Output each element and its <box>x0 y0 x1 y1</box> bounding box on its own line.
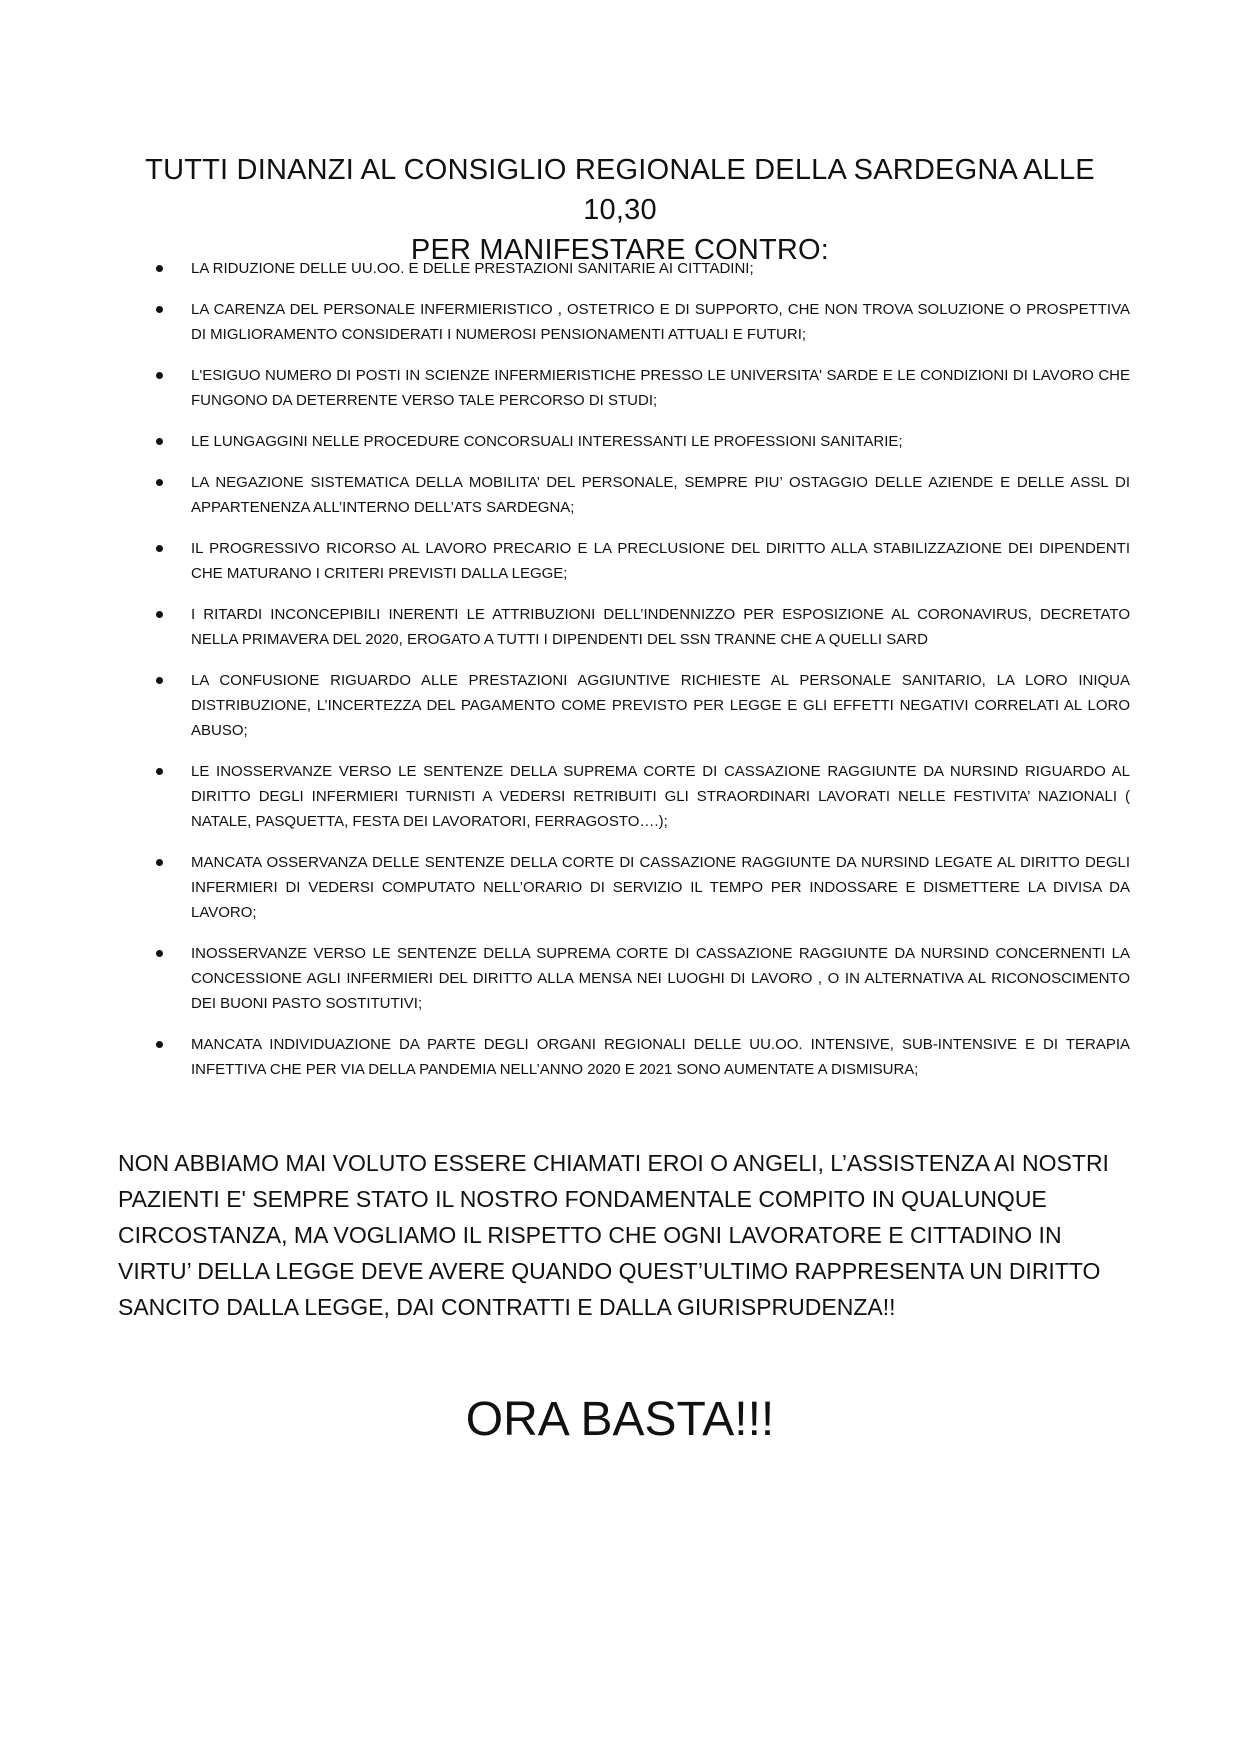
bullet-icon <box>156 1041 163 1048</box>
list-item-text: LA RIDUZIONE DELLE UU.OO. E DELLE PRESTAZIONI SANITARIE AI CITTADINI; <box>191 260 754 277</box>
bullet-icon <box>156 438 163 445</box>
list-item <box>150 941 1130 1016</box>
bullet-icon <box>156 859 163 866</box>
list-item-text: LA CONFUSIONE RIGUARDO ALLE PRESTAZIONI AGGIUNTIVE RICHIESTE AL PERSONALE SANITARIO, LA LORO INIQUA DISTRIBUZIONE, L’INCERTEZZA DEL PAGAMENTO COME PREVISTO PER LEGGE E GLI EFFETTI NEGATIVI CORRELATI AL LORO ABUSO; <box>191 672 1130 739</box>
closing-line: VIRTU’ DELLA LEGGE DEVE AVERE QUANDO QUEST’ULTIMO RAPPRESENTA UN DIRITTO <box>118 1258 1101 1284</box>
closing-line: NON ABBIAMO MAI VOLUTO ESSERE CHIAMATI EROI O ANGELI, L’ASSISTENZA AI NOSTRI <box>118 1150 1109 1176</box>
list-item-text: MANCATA INDIVIDUAZIONE DA PARTE DEGLI ORGANI REGIONALI DELLE UU.OO. INTENSIVE, SUB-INTENSIVE E DI TERAPIA INFETTIVA CHE PER VIA DELLA PANDEMIA NELL’ANNO 2020 E 2021 SONO AUMENTATE A DISMISURA; <box>191 1036 1130 1078</box>
list-item-text: I RITARDI INCONCEPIBILI INERENTI LE ATTRIBUZIONI DELL’INDENNIZZO PER ESPOSIZIONE AL CORONAVIRUS, DECRETATO NELLA PRIMAVERA DEL 2020, EROGATO A TUTTI I DIPENDENTI DEL SSN TRANNE CHE A QUELLI SARD <box>191 606 1130 648</box>
closing-line: SANCITO DALLA LEGGE, DAI CONTRATTI E DALLA GIURISPRUDENZA!! <box>118 1294 896 1320</box>
bullet-icon <box>156 372 163 379</box>
list-item-text: MANCATA OSSERVANZA DELLE SENTENZE DELLA CORTE DI CASSAZIONE RAGGIUNTE DA NURSIND LEGATE AL DIRITTO DEGLI INFERMIERI DI VEDERSI COMPUTATO NELL’ORARIO DI SERVIZIO IL TEMPO PER INDOSSARE E DISMETTERE LA DIVISA DA LAVORO; <box>191 854 1130 921</box>
list-item <box>150 668 1130 743</box>
title-line: PER MANIFESTARE CONTRO: <box>410 234 830 266</box>
slogan: ORA BASTA!!! <box>465 1393 775 1446</box>
list-item <box>150 536 1130 586</box>
bullet-icon <box>156 677 163 684</box>
bullet-icon <box>156 545 163 552</box>
list-item <box>150 256 1130 281</box>
list-item-text: LE LUNGAGGINI NELLE PROCEDURE CONCORSUALI INTERESSANTI LE PROFESSIONI SANITARIE; <box>191 433 903 450</box>
list-item <box>150 363 1130 413</box>
grievance-list <box>150 256 1130 1098</box>
title-line: TUTTI DINANZI AL CONSIGLIO REGIONALE DELLA SARDEGNA ALLE 10,30 <box>145 154 1095 226</box>
bullet-icon <box>156 265 163 272</box>
list-item <box>150 470 1130 520</box>
list-item <box>150 1032 1130 1082</box>
closing-line: CIRCOSTANZA, MA VOGLIAMO IL RISPETTO CHE OGNI LAVORATORE E CITTADINO IN <box>118 1222 1062 1248</box>
bullet-icon <box>156 611 163 618</box>
list-item <box>150 759 1130 834</box>
document-title <box>110 150 1130 270</box>
list-item-text: L'ESIGUO NUMERO DI POSTI IN SCIENZE INFERMIERISTICHE PRESSO LE UNIVERSITA' SARDE E LE CONDIZIONI DI LAVORO CHE FUNGONO DA DETERRENTE VERSO TALE PERCORSO DI STUDI; <box>191 367 1130 409</box>
closing-line: PAZIENTI E' SEMPRE STATO IL NOSTRO FONDAMENTALE COMPITO IN QUALUNQUE <box>118 1186 1047 1212</box>
list-item-text: IL PROGRESSIVO RICORSO AL LAVORO PRECARIO E LA PRECLUSIONE DEL DIRITTO ALLA STABILIZZAZIONE DEI DIPENDENTI CHE MATURANO I CRITERI PREVISTI DALLA LEGGE; <box>191 540 1130 582</box>
list-item-text: INOSSERVANZE VERSO LE SENTENZE DELLA SUPREMA CORTE DI CASSAZIONE RAGGIUNTE DA NURSIND CONCERNENTI LA CONCESSIONE AGLI INFERMIERI DEL DIRITTO ALLA MENSA NEI LUOGHI DI LAVORO , O IN ALTERNATIVA AL RICONOSCIMENTO DEI BUONI PASTO SOSTITUTIVI; <box>191 945 1130 1012</box>
list-item-text: LA CARENZA DEL PERSONALE INFERMIERISTICO , OSTETRICO E DI SUPPORTO, CHE NON TROVA SOLUZIONE O PROSPETTIVA DI MIGLIORAMENTO CONSIDERATI I NUMEROSI PENSIONAMENTI ATTUALI E FUTURI; <box>191 301 1130 343</box>
list-item-text: LE INOSSERVANZE VERSO LE SENTENZE DELLA SUPREMA CORTE DI CASSAZIONE RAGGIUNTE DA NURSIND RIGUARDO AL DIRITTO DEGLI INFERMIERI TURNISTI A VEDERSI RETRIBUITI GLI STRAORDINARI LAVORATI NELLE FESTIVITA’ NAZIONALI ( NATALE, PASQUETTA, FESTA DEI LAVORATORI, FERRAGOSTO….); <box>191 763 1130 830</box>
list-item <box>150 602 1130 652</box>
closing-statement <box>118 1145 1118 1325</box>
bullet-icon <box>156 306 163 313</box>
list-item <box>150 850 1130 925</box>
bullet-icon <box>156 768 163 775</box>
list-item <box>150 429 1130 454</box>
list-item-text: LA NEGAZIONE SISTEMATICA DELLA MOBILITA’ DEL PERSONALE, SEMPRE PIU’ OSTAGGIO DELLE AZIENDE E DELLE ASSL DI APPARTENENZA ALL’INTERNO DELL’ATS SARDEGNA; <box>191 474 1130 516</box>
bullet-icon <box>156 950 163 957</box>
list-item <box>150 297 1130 347</box>
bullet-icon <box>156 479 163 486</box>
